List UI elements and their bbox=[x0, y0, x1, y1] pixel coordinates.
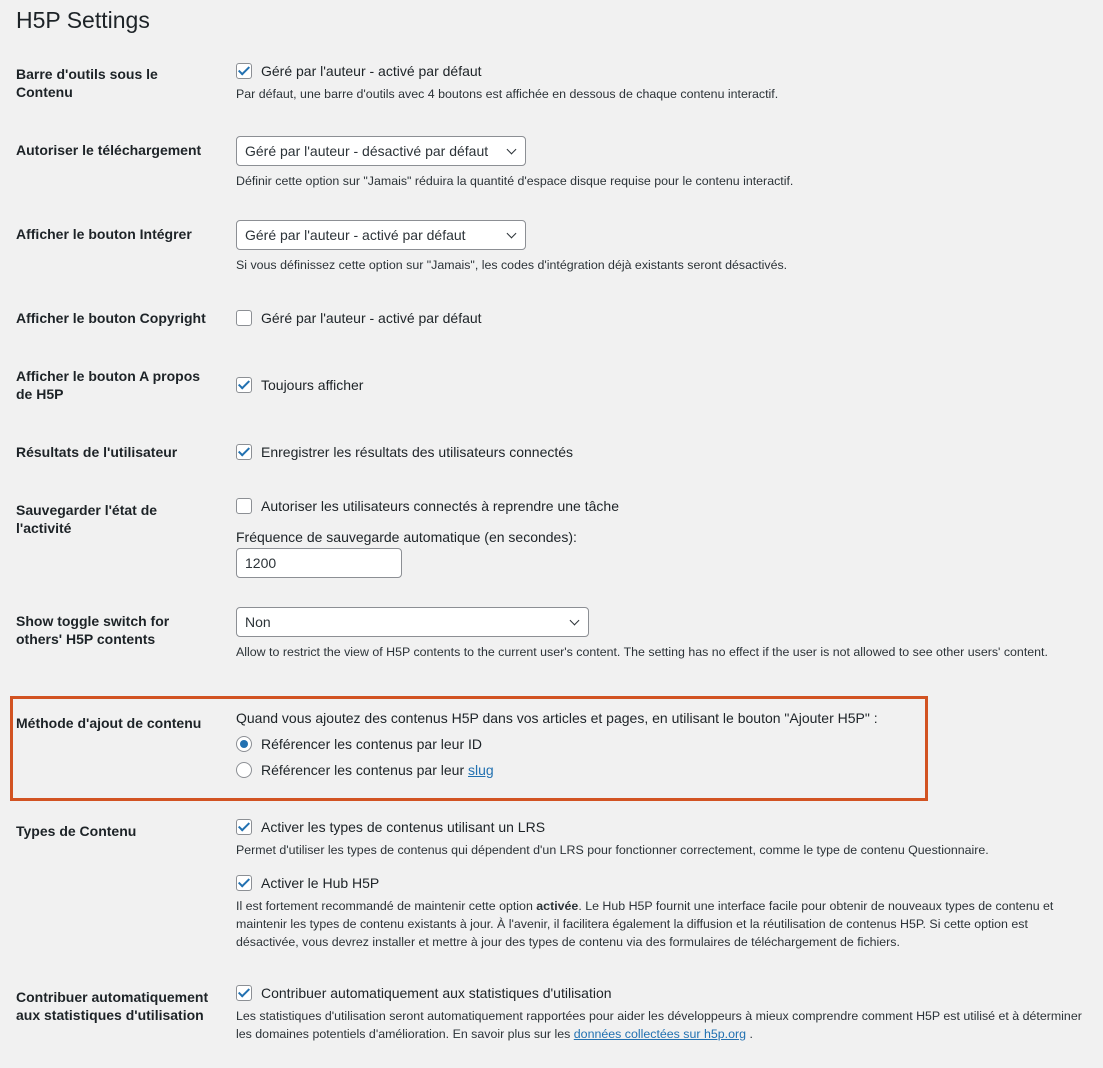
insert-method-setting-field bbox=[236, 708, 1086, 780]
toggle-switch-select-value: Non bbox=[245, 614, 271, 630]
save-state-setting-field bbox=[236, 496, 1086, 578]
statistics-setting-field bbox=[236, 983, 1086, 1043]
lrs-checkbox-label: Activer les types de contenus utilisant un LRS bbox=[261, 819, 546, 835]
hub-checkbox-label: Activer le Hub H5P bbox=[261, 875, 380, 891]
toolbar-setting-label: Barre d'outils sous le Contenu bbox=[16, 66, 158, 100]
hub-checkbox[interactable] bbox=[236, 875, 252, 891]
insert-method-intro: Quand vous ajoutez des contenus H5P dans vos articles et pages, en utilisant le bouton "Ajouter H5P" : bbox=[236, 710, 878, 726]
statistics-checkbox[interactable] bbox=[236, 985, 252, 1001]
statistics-desc-after: . bbox=[746, 1027, 753, 1041]
about-setting-field bbox=[236, 375, 1086, 395]
results-setting-label: Résultats de l'utilisateur bbox=[16, 444, 178, 460]
statistics-description bbox=[236, 1007, 1086, 1043]
toggle-switch-setting-label: Show toggle switch for others' H5P contents bbox=[16, 613, 170, 647]
copyright-setting-label: Afficher le bouton Copyright bbox=[16, 310, 206, 326]
lrs-checkbox[interactable] bbox=[236, 819, 252, 835]
statistics-checkbox-label: Contribuer automatiquement aux statistiques d'utilisation bbox=[261, 985, 612, 1001]
lrs-checkbox-row[interactable] bbox=[236, 817, 1086, 837]
insert-method-slug-label: Référencer les contenus par leur bbox=[261, 762, 468, 778]
download-select[interactable] bbox=[236, 136, 526, 166]
embed-setting-field bbox=[236, 220, 1086, 274]
about-checkbox-row[interactable] bbox=[236, 375, 1086, 395]
toggle-switch-description: Allow to restrict the view of H5P contents to the current user's content. The setting has no effect if the user is not allowed to see other users' content. bbox=[236, 645, 1048, 659]
download-description: Définir cette option sur "Jamais" réduira la quantité d'espace disque requise pour le contenu interactif. bbox=[236, 174, 794, 188]
download-setting-field bbox=[236, 136, 1086, 190]
hub-description bbox=[236, 897, 1086, 951]
insert-method-setting-label: Méthode d'ajout de contenu bbox=[16, 715, 202, 731]
content-types-setting-field bbox=[236, 817, 1086, 951]
toolbar-setting-field bbox=[236, 61, 1086, 103]
about-checkbox[interactable] bbox=[236, 377, 252, 393]
lrs-description: Permet d'utiliser les types de contenus qui dépendent d'un LRS pour fonctionner correctement, comme le type de contenu Questionnaire. bbox=[236, 843, 989, 857]
save-state-setting-label: Sauvegarder l'état de l'activité bbox=[16, 502, 158, 536]
toggle-switch-select[interactable] bbox=[236, 607, 589, 637]
results-checkbox-label: Enregistrer les résultats des utilisateurs connectés bbox=[261, 444, 574, 460]
content-types-setting-label: Types de Contenu bbox=[16, 823, 137, 839]
download-select-value: Géré par l'auteur - désactivé par défaut bbox=[245, 143, 489, 159]
results-checkbox[interactable] bbox=[236, 444, 252, 460]
toolbar-checkbox[interactable] bbox=[236, 63, 252, 79]
page-title: H5P Settings bbox=[16, 7, 150, 33]
save-state-checkbox-label: Autoriser les utilisateurs connectés à reprendre une tâche bbox=[261, 498, 619, 514]
toolbar-checkbox-row[interactable] bbox=[236, 61, 1086, 81]
save-frequency-label: Fréquence de sauvegarde automatique (en secondes): bbox=[236, 529, 577, 545]
copyright-setting-field bbox=[236, 308, 1086, 328]
hub-desc-bold: activée bbox=[536, 899, 579, 913]
toolbar-checkbox-label: Géré par l'auteur - activé par défaut bbox=[261, 63, 482, 79]
collected-data-link[interactable]: données collectées sur h5p.org bbox=[573, 1027, 746, 1041]
insert-method-option-slug[interactable] bbox=[236, 760, 1086, 780]
toolbar-description: Par défaut, une barre d'outils avec 4 boutons est affichée en dessous de chaque contenu interactif. bbox=[236, 87, 779, 101]
hub-checkbox-row[interactable] bbox=[236, 873, 1086, 893]
embed-select[interactable] bbox=[236, 220, 526, 250]
chevron-down-icon bbox=[507, 145, 517, 155]
hub-desc-before: Il est fortement recommandé de maintenir cette option bbox=[236, 899, 537, 913]
statistics-desc-before: Les statistiques d'utilisation seront automatiquement rapportées pour aider les développeurs à mieux comprendre comment H5P est utilisé et à déterminer les domaines potentiels d'amélioration. En savoir plus sur les bbox=[236, 1009, 1082, 1041]
embed-select-value: Géré par l'auteur - activé par défaut bbox=[245, 227, 466, 243]
copyright-checkbox-row[interactable] bbox=[236, 308, 1086, 328]
about-checkbox-label: Toujours afficher bbox=[261, 377, 364, 393]
about-setting-label: Afficher le bouton A propos de H5P bbox=[16, 368, 201, 402]
hub-desc-after: . Le Hub H5P fournit une interface facile pour obtenir de nouveaux types de contenu et maintenir les types de contenu existants à jour. À l'avenir, il facilitera également la diffusion et la réutilisation de contenus H5P. Si cette option est désactivée, vous devrez installer et mettre à jour des types de contenu via des formulaires de téléchargement de fichiers. bbox=[236, 899, 1054, 949]
save-state-checkbox[interactable] bbox=[236, 498, 252, 514]
save-frequency-input[interactable] bbox=[236, 548, 402, 578]
statistics-setting-label: Contribuer automatiquement aux statistiques d'utilisation bbox=[16, 989, 209, 1023]
toggle-switch-setting-field bbox=[236, 607, 1086, 661]
slug-link[interactable]: slug bbox=[468, 762, 494, 778]
insert-method-slug-radio[interactable] bbox=[236, 762, 252, 778]
statistics-checkbox-row[interactable] bbox=[236, 983, 1086, 1003]
save-state-checkbox-row[interactable] bbox=[236, 496, 1086, 516]
chevron-down-icon bbox=[507, 229, 517, 239]
chevron-down-icon bbox=[570, 616, 580, 626]
copyright-checkbox[interactable] bbox=[236, 310, 252, 326]
insert-method-option-id[interactable] bbox=[236, 734, 1086, 754]
save-frequency-value: 1200 bbox=[245, 555, 277, 571]
results-checkbox-row[interactable] bbox=[236, 442, 1086, 462]
insert-method-id-radio[interactable] bbox=[236, 736, 252, 752]
embed-description: Si vous définissez cette option sur "Jamais", les codes d'intégration déjà existants seront désactivés. bbox=[236, 258, 788, 272]
insert-method-id-label: Référencer les contenus par leur ID bbox=[261, 736, 482, 752]
copyright-checkbox-label: Géré par l'auteur - activé par défaut bbox=[261, 310, 482, 326]
embed-setting-label: Afficher le bouton Intégrer bbox=[16, 226, 192, 242]
download-setting-label: Autoriser le téléchargement bbox=[16, 142, 202, 158]
results-setting-field bbox=[236, 442, 1086, 462]
